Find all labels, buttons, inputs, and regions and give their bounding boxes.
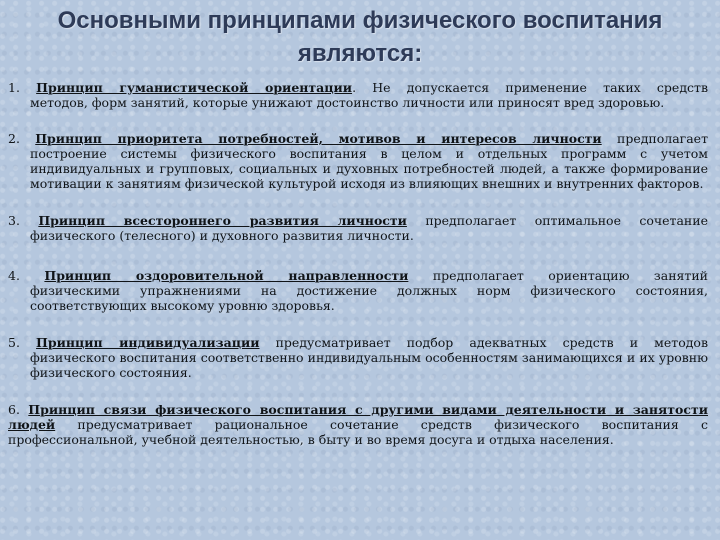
principle-name: Принцип индивидуализации xyxy=(36,335,260,350)
principle-text-start: . Не допускается применение таких средств xyxy=(352,80,708,95)
principle-name: Принцип оздоровительной направленности xyxy=(44,268,409,283)
principle-item-6 xyxy=(8,402,708,447)
principle-item-3 xyxy=(8,213,708,243)
principle-first-line xyxy=(8,268,708,283)
principle-item-2 xyxy=(8,131,708,191)
principle-text: физическими упражнениями на достижение должных норм физического состояния, соответствующих высокому уровню здоровья. xyxy=(30,283,708,313)
principle-text: профессиональной, учебной деятельностью, в быту и во время досуга и отдыха населения. xyxy=(8,432,614,447)
principle-number: 6. xyxy=(8,402,20,417)
principle-item-4 xyxy=(8,268,708,313)
principle-first-line xyxy=(8,131,708,146)
principle-text-start: предусматривает подбор адекватных средств и методов xyxy=(259,335,708,350)
principle-text-start: предполагает оптимальное сочетание xyxy=(406,213,708,228)
principle-text: методов, форм занятий, которые унижают достоинство личности или приносят вред здоровью. xyxy=(30,95,665,110)
principle-number: 2. xyxy=(8,131,20,146)
principles-list xyxy=(8,80,708,447)
principle-number: 4. xyxy=(8,268,20,283)
principle-text: физического (телесного) и духовного развития личности. xyxy=(30,228,414,243)
principle-text-start: предусматривает рациональное сочетание средств физического воспитания с xyxy=(55,417,708,432)
principle-first-line xyxy=(8,213,708,228)
title-line-2: являются: xyxy=(297,40,423,67)
principle-text: физического воспитания соответственно индивидуальным особенностям занимающихся и их уровню физического состояния. xyxy=(30,350,708,380)
title-line-1: Основными принципами физического воспитания xyxy=(57,7,663,34)
principle-name: Принцип связи физического воспитания с другими видами деятельности и занятости людей xyxy=(8,402,708,432)
principle-number: 1. xyxy=(8,80,20,95)
principle-name: Принцип приоритета потребностей, мотивов и интересов личности xyxy=(35,131,602,146)
principle-text-start: предполагает ориентацию занятий xyxy=(408,268,708,283)
principle-first-line xyxy=(8,402,708,447)
principle-name: Принцип всестороннего развития личности xyxy=(38,213,407,228)
principle-first-line xyxy=(8,335,708,350)
principle-name: Принцип гуманистической ориентации xyxy=(36,80,353,95)
principle-text-start: предполагает xyxy=(601,131,708,146)
slide-title xyxy=(0,4,720,70)
principle-item-5 xyxy=(8,335,708,380)
principle-text: построение системы физического воспитания в целом и отдельных программ с учетом индивидуальных и групповых, социальных и духовных потребностей людей, а также формирование мотивации к занятиям физической культурой исходя из влияющих внешних и внутренних факторов. xyxy=(30,146,708,191)
principle-item-1 xyxy=(8,80,708,110)
principle-number: 5. xyxy=(8,335,20,350)
principle-number: 3. xyxy=(8,213,20,228)
principle-first-line xyxy=(8,80,708,95)
